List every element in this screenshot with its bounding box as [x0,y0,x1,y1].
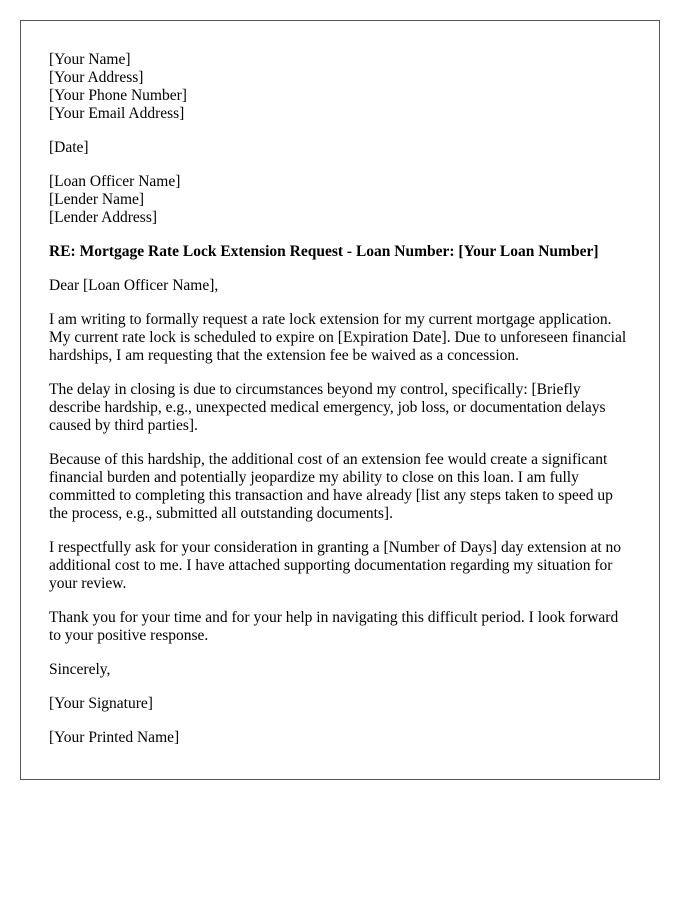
closing: Sincerely, [49,661,111,678]
sender-name: [Your Name] [49,51,131,68]
sender-address: [Your Address] [49,69,144,86]
body-paragraph-2: The delay in closing is due to circumstances beyond my control, specifically: [Briefly describe hardship, e.g., unexpected medical emergency, job loss, or documentation delays caused by third parties]. [49,381,606,434]
recipient-block [49,173,631,227]
date-block [49,139,631,157]
body-paragraph-5: Thank you for your time and for your help in navigating this difficult period. I look forward to your positive response. [49,609,619,644]
sender-block [49,51,631,123]
body-paragraph-3: Because of this hardship, the additional cost of an extension fee would create a significant financial burden and potentially jeopardize my ability to close on this loan. I am fully committed to completing this transaction and have already [list any steps taken to speed up the process, e.g., submitted all outstanding documents]. [49,451,613,522]
recipient-officer: [Loan Officer Name] [49,173,181,190]
printed-name-placeholder: [Your Printed Name] [49,729,180,746]
salutation: Dear [Loan Officer Name], [49,277,219,294]
letter-page [20,20,660,780]
recipient-lender: [Lender Name] [49,191,145,208]
sender-email: [Your Email Address] [49,105,185,122]
recipient-address: [Lender Address] [49,209,158,226]
subject-line: RE: Mortgage Rate Lock Extension Request - Loan Number: [Your Loan Number] [49,243,599,260]
body-paragraph-1: I am writing to formally request a rate lock extension for my current mortgage application. My current rate lock is scheduled to expire on [Expiration Date]. Due to unforeseen financial hardships, I am requesting that the extension fee be waived as a concession. [49,311,627,364]
body-paragraph-4: I respectfully ask for your consideration in granting a [Number of Days] day extension at no additional cost to me. I have attached supporting documentation regarding my situation for your review. [49,539,622,592]
sender-phone: [Your Phone Number] [49,87,187,104]
signature-placeholder: [Your Signature] [49,695,153,712]
letter-date: [Date] [49,139,89,156]
